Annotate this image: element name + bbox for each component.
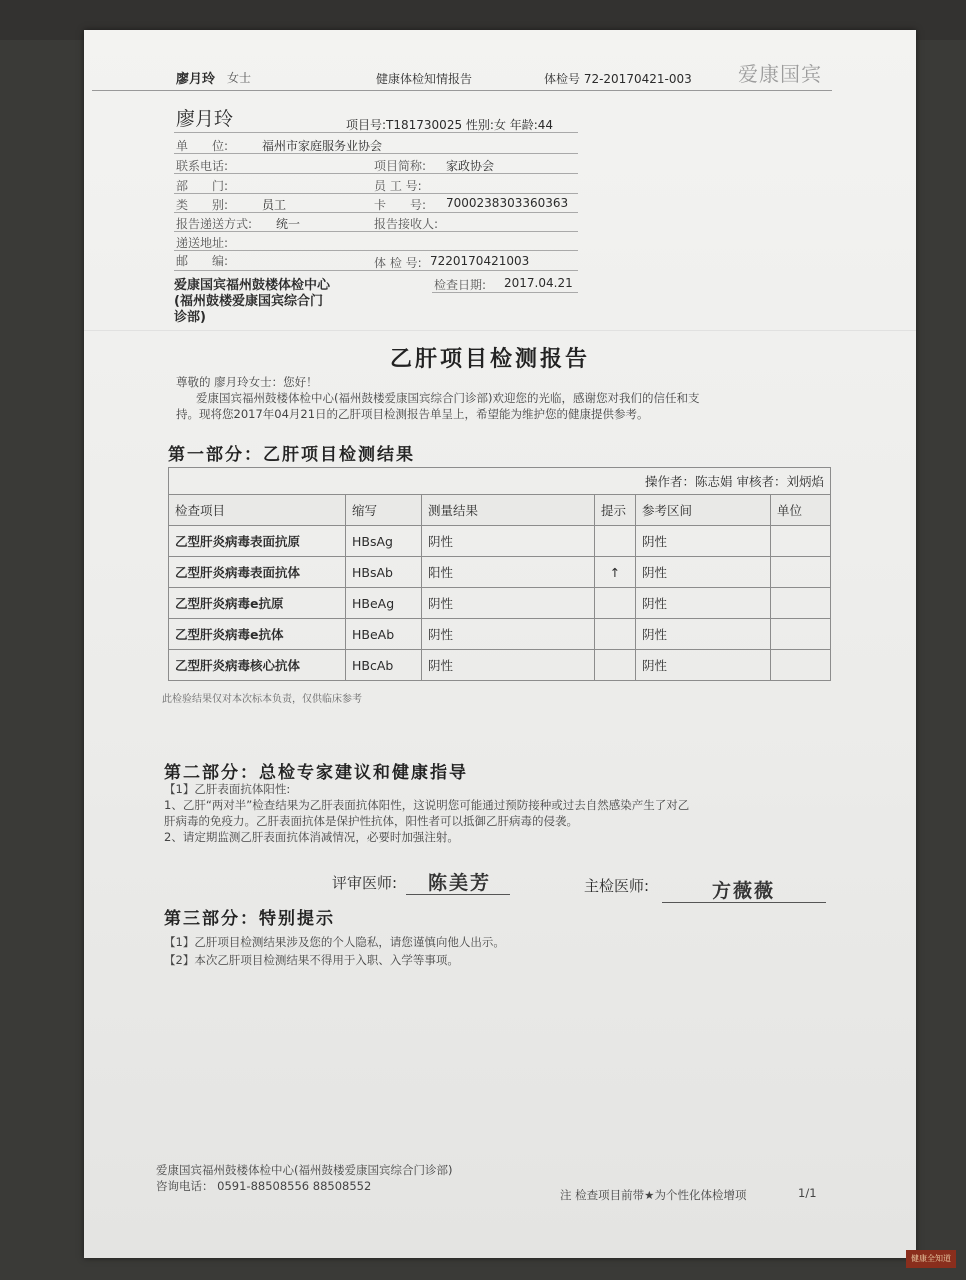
part2-line-4: 2、请定期监测乙肝表面抗体消减情况，必要时加强注射。 [164,830,459,844]
cell-item: 乙型肝炎病毒e抗原 [169,588,346,619]
header-exam-number: 体检号 72-20170421-003 [544,72,692,86]
info-rule [174,173,578,174]
reviewer-label: 评审医师: [332,874,398,892]
part2-title: 第二部分：总检专家建议和健康指导 [164,763,468,783]
report-title: 乙肝项目检测报告 [390,347,591,372]
info-rule [174,231,578,232]
reviewer-signature-line [406,894,510,895]
part1-title: 第一部分：乙肝项目检测结果 [168,445,415,465]
cell-flag [595,526,636,557]
col-abbr: 缩写 [346,495,422,526]
reviewer-signature: 陈美芳 [428,872,492,894]
table-header-row [169,495,831,526]
cell-unit [771,650,831,681]
footer-phone: 咨询电话： 0591-88508556 88508552 [156,1179,372,1193]
col-flag: 提示 [595,495,636,526]
cell-unit [771,619,831,650]
cell-abbr: HBsAg [346,526,422,557]
operator-reviewer: 操作者：陈志娟 审核者：刘炳焰 [169,468,831,495]
table-meta-row [169,468,831,495]
info-rule [174,270,578,271]
table-note: 此检验结果仅对本次标本负责，仅供临床参考 [162,694,362,705]
phone-label: 联系电话: [176,159,229,173]
cell-item: 乙型肝炎病毒表面抗原 [169,526,346,557]
cell-ref: 阴性 [636,526,771,557]
cell-unit [771,526,831,557]
cell-flag [595,650,636,681]
col-ref: 参考区间 [636,495,771,526]
info-rule [174,250,578,251]
exam-value: 7220170421003 [430,254,530,268]
col-result: 测量结果 [422,495,595,526]
report-paper [84,30,916,1258]
address-label: 递送地址: [176,236,229,250]
cell-ref: 阴性 [636,588,771,619]
info-rule [174,212,578,213]
category-label: 类 别: [176,198,229,212]
cell-abbr: HBsAb [346,557,422,588]
category-value: 员工 [262,198,287,212]
dept-label: 部 门: [176,179,229,193]
paper-fold [84,330,916,331]
results-table [168,467,831,681]
cell-abbr: HBcAb [346,650,422,681]
card-value: 7000238303360363 [446,196,569,210]
header-divider [92,90,832,91]
info-rule [174,132,578,133]
info-rule [174,193,578,194]
cell-item: 乙型肝炎病毒核心抗体 [169,650,346,681]
cell-result: 阴性 [422,619,595,650]
cell-abbr: HBeAg [346,588,422,619]
brand-logo-text: 爱康国宾 [738,62,822,86]
footer-center: 爱康国宾福州鼓楼体检中心(福州鼓楼爱康国宾综合门诊部) [156,1163,453,1177]
center-name-line1: 爱康国宾福州鼓楼体检中心 [174,278,331,293]
table-row [169,588,831,619]
unit-label: 单 位: [176,139,229,153]
staff-label: 员 工 号: [374,179,422,193]
part3-title: 第三部分：特别提示 [164,909,335,929]
cell-flag [595,588,636,619]
cell-flag [595,619,636,650]
intro-line-2: 持。现将您2017年04月21日的乙肝项目检测报告单呈上，希望能为维护您的健康提供参考。 [176,407,649,421]
unit-value: 福州市家庭服务业协会 [262,139,383,153]
cell-unit [771,588,831,619]
project-value: 家政协会 [446,159,495,173]
table-row [169,526,831,557]
patient-id-line: 项目号:T181730025 性别:女 年龄:44 [346,118,554,132]
receiver-label: 报告接收人: [374,217,439,231]
col-unit: 单位 [771,495,831,526]
table-row [169,619,831,650]
date-rule [432,292,578,293]
cell-flag-up-arrow: ↑ [595,557,636,588]
header-title-suffix: 女士 [227,71,252,85]
col-item: 检查项目 [169,495,346,526]
table-row [169,557,831,588]
greeting: 尊敬的 廖月玲女士：您好！ [176,375,318,389]
cell-result: 阳性 [422,557,595,588]
cell-item: 乙型肝炎病毒表面抗体 [169,557,346,588]
part2-line-3: 肝病毒的免疫力。乙肝表面抗体是保护性抗体，阳性者可以抵御乙肝病毒的侵袭。 [164,814,578,828]
date-value: 2017.04.21 [504,276,573,290]
chief-signature: 方薇薇 [712,880,776,902]
part3-line-2: 【2】本次乙肝项目检测结果不得用于入职、入学等事项。 [164,953,459,967]
date-label: 检查日期: [434,278,487,292]
part2-line-1: 【1】乙肝表面抗体阳性: [164,782,291,796]
cell-unit [771,557,831,588]
cell-ref: 阴性 [636,650,771,681]
header-patient-name: 廖月玲 [176,72,216,87]
card-label: 卡 号: [374,198,427,212]
cell-abbr: HBeAb [346,619,422,650]
cell-ref: 阴性 [636,557,771,588]
cell-result: 阴性 [422,650,595,681]
part3-line-1: 【1】乙肝项目检测结果涉及您的个人隐私，请您谨慎向他人出示。 [164,935,505,949]
project-label: 项目简称: [374,159,427,173]
exam-label: 体 检 号: [374,256,422,270]
cell-ref: 阴性 [636,619,771,650]
center-name-line3: 诊部) [174,310,206,325]
header-report-type: 健康体检知情报告 [376,72,473,86]
chief-label: 主检医师: [584,877,650,895]
info-rule [174,153,578,154]
chief-signature-line [662,902,826,903]
footer-note: 注 检查项目前带★为个性化体检增项 [560,1188,747,1202]
part2-line-2: 1、乙肝“两对半”检查结果为乙肝表面抗体阳性，这说明您可能通过预防接种或过去自然感染产生了对乙 [164,798,690,812]
cell-result: 阴性 [422,526,595,557]
patient-name: 廖月玲 [176,108,234,130]
corner-watermark-logo: 健康全知道 [906,1250,956,1268]
table-row [169,650,831,681]
footer-page: 1/1 [798,1186,817,1200]
cell-item: 乙型肝炎病毒e抗体 [169,619,346,650]
center-name-line2: (福州鼓楼爱康国宾综合门 [174,294,323,309]
intro-line-1: 爱康国宾福州鼓楼体检中心(福州鼓楼爱康国宾综合门诊部)欢迎您的光临，感谢您对我们的信任和支 [196,391,700,405]
delivery-label: 报告递送方式: [176,217,253,231]
cell-result: 阴性 [422,588,595,619]
postcode-label: 邮 编: [176,254,229,268]
delivery-value: 统一 [276,217,301,231]
